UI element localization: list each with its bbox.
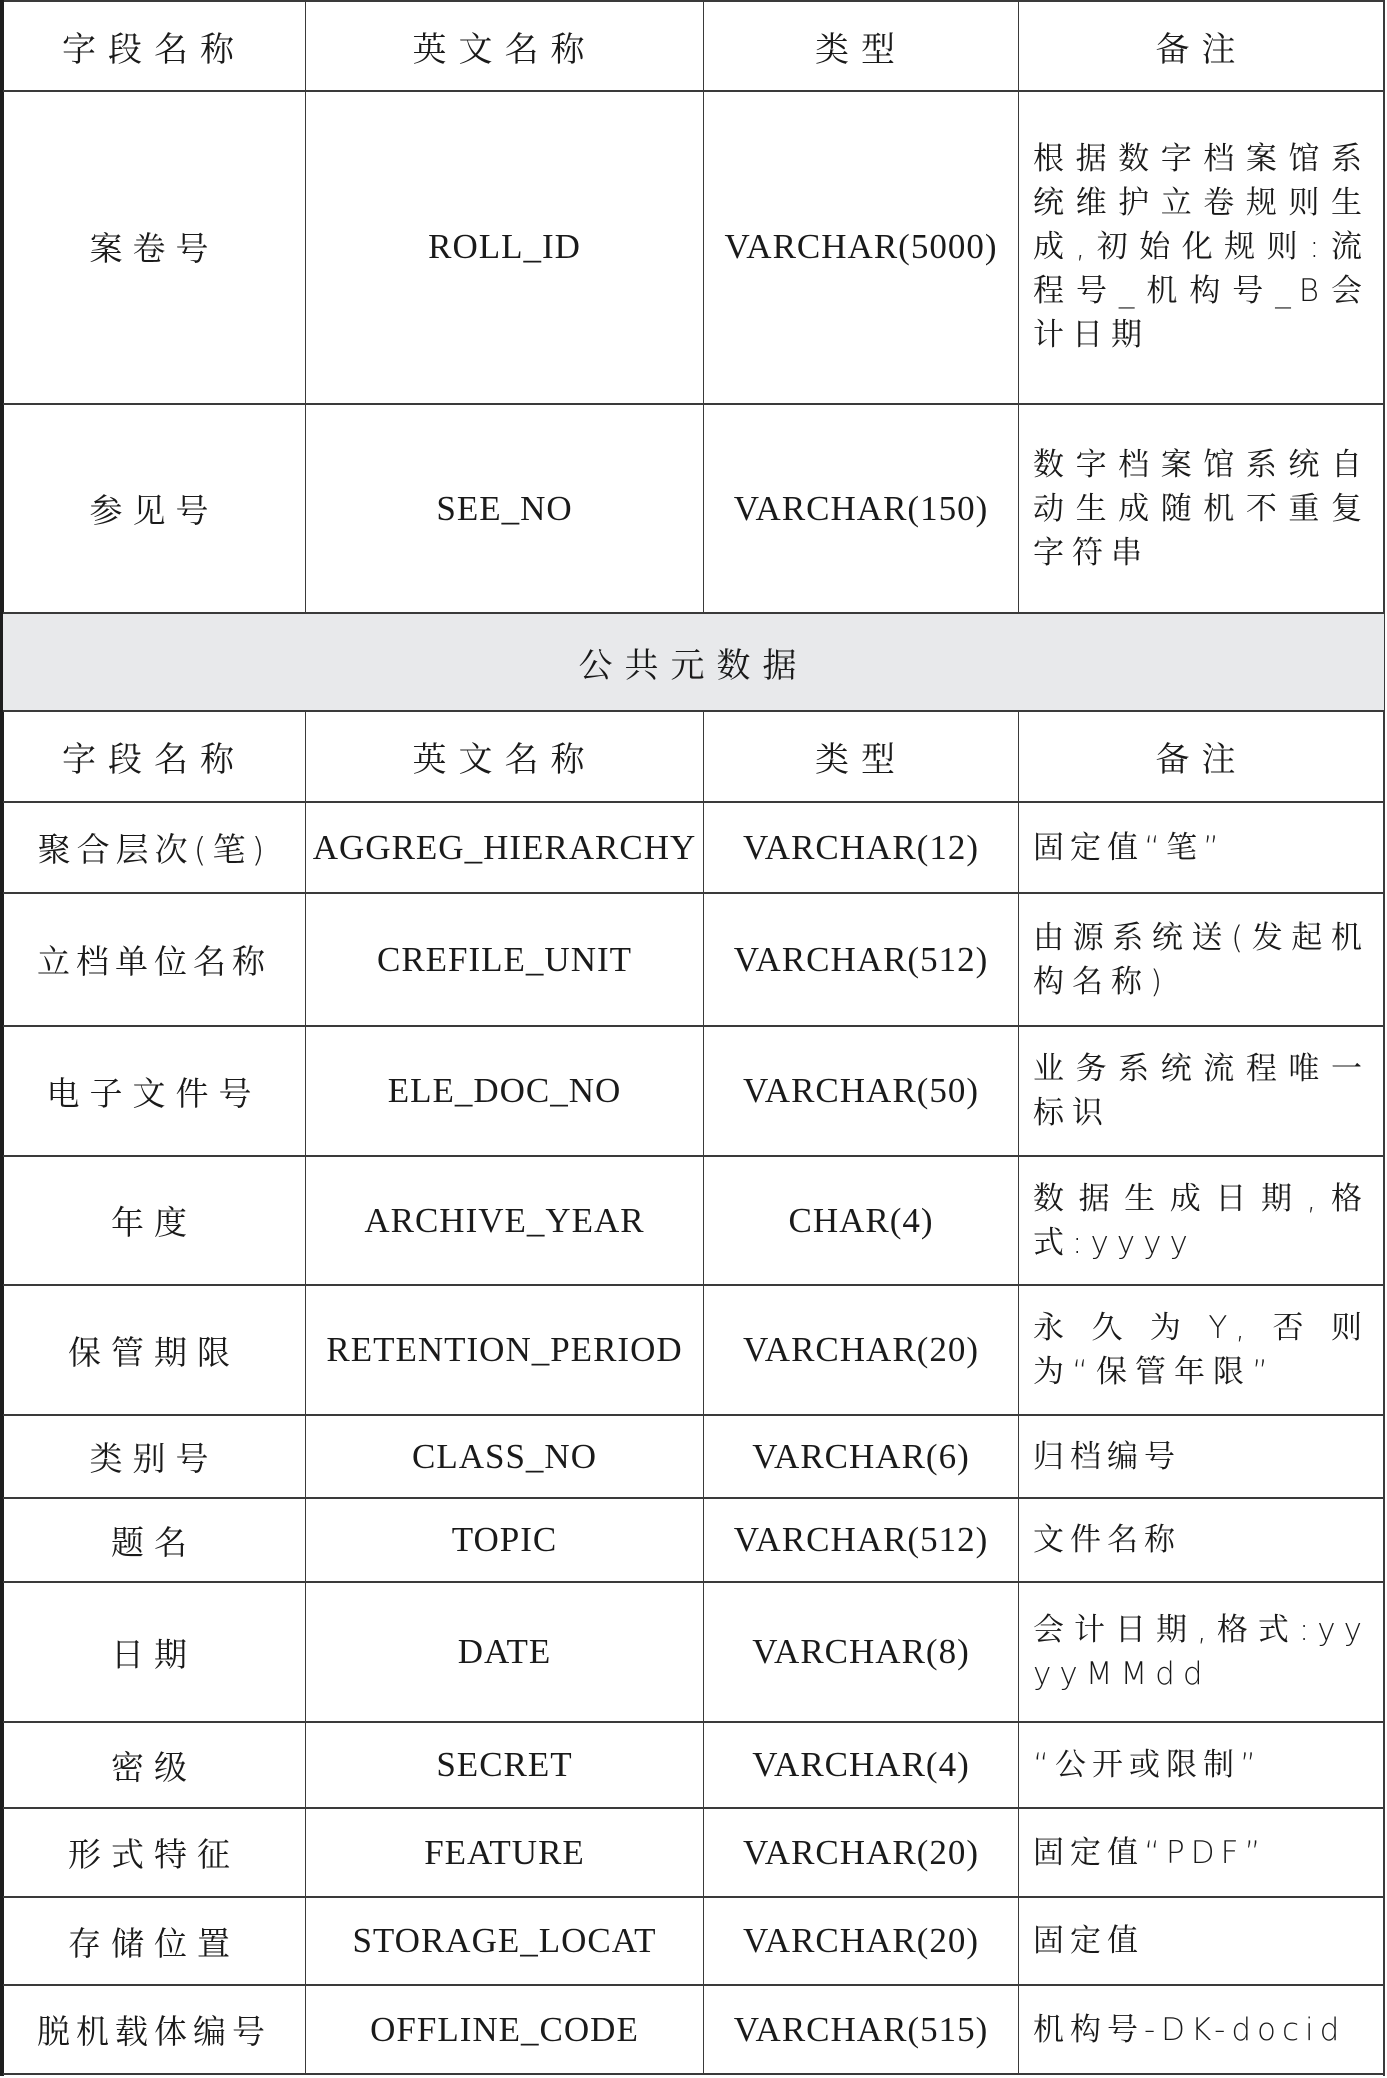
type: VARCHAR(12) [743, 827, 979, 867]
remarks: 机构号-DK-docid [1033, 2011, 1346, 2048]
remarks: 由源系统送(发起机构名称) [1033, 919, 1370, 1000]
cell-type [703, 894, 1018, 1025]
table-row [3, 1723, 1384, 1809]
table-row [3, 405, 1384, 614]
table-row [3, 1809, 1384, 1898]
remarks: 数字档案馆系统自动生成随机不重复字符串 [1033, 446, 1370, 571]
header-type: 类型 [815, 740, 907, 780]
type: VARCHAR(4) [752, 1745, 970, 1784]
header-cell-type [703, 712, 1018, 801]
table-row [3, 1416, 1384, 1499]
field-name: 存储位置 [68, 1923, 240, 1963]
cell-type [703, 405, 1018, 612]
english-name: RETENTION_PERIOD [326, 1330, 683, 1369]
field-name: 脱机载体编号 [37, 2012, 271, 2051]
english-name: ELE_DOC_NO [387, 1071, 622, 1110]
header-english-name: 英文名称 [412, 740, 597, 780]
cell-field-name [3, 803, 305, 892]
header-remarks: 备注 [1155, 740, 1248, 780]
table-row [3, 90, 1384, 405]
header-cell-type [703, 2, 1018, 90]
table-row [3, 1986, 1384, 2075]
section-header-row [3, 712, 1384, 803]
cell-english-name [305, 1157, 703, 1284]
table-row [3, 1898, 1384, 1986]
english-name: FEATURE [424, 1832, 585, 1872]
field-name: 立档单位名称 [37, 942, 271, 981]
cell-english-name [305, 1583, 703, 1721]
cell-remarks [1018, 1583, 1384, 1721]
remarks: “公开或限制” [1033, 1747, 1263, 1783]
header-field-name: 字段名称 [62, 29, 246, 70]
cell-field-name [3, 1986, 305, 2073]
header-cell-english-name [305, 712, 703, 801]
table-row [3, 1286, 1384, 1416]
english-name: CLASS_NO [412, 1436, 597, 1476]
cell-remarks [1018, 1986, 1384, 2073]
cell-remarks [1018, 1027, 1384, 1155]
type: VARCHAR(512) [733, 939, 989, 979]
cell-english-name [305, 90, 703, 403]
field-name: 题名 [111, 1522, 197, 1562]
cell-remarks [1018, 1157, 1384, 1284]
cell-english-name [305, 803, 703, 892]
field-name: 形式特征 [68, 1835, 240, 1874]
header-english-name: 英文名称 [412, 29, 597, 70]
header-cell-remarks [1018, 712, 1384, 801]
field-name: 聚合层次(笔) [37, 830, 271, 869]
english-name: TOPIC [451, 1520, 558, 1559]
table-row [3, 894, 1384, 1027]
cell-field-name [3, 1583, 305, 1721]
cell-type [703, 1416, 1018, 1497]
english-name: STORAGE_LOCAT [352, 1921, 657, 1960]
cell-field-name [3, 1286, 305, 1414]
field-name: 年度 [111, 1203, 197, 1242]
field-name: 电子文件号 [46, 1073, 262, 1113]
type: VARCHAR(512) [733, 1520, 989, 1559]
type: VARCHAR(6) [752, 1436, 970, 1476]
cell-type [703, 1583, 1018, 1721]
cell-type [703, 1809, 1018, 1896]
english-name: ROLL_ID [428, 226, 581, 266]
section-banner [3, 614, 1384, 712]
english-name: AGGREG_HIERARCHY [312, 827, 697, 867]
type: VARCHAR(20) [743, 1832, 979, 1872]
table-row [3, 1583, 1384, 1723]
cell-field-name [3, 894, 305, 1025]
cell-remarks [1018, 1286, 1384, 1414]
cell-remarks [1018, 1723, 1384, 1807]
type: CHAR(4) [788, 1200, 934, 1240]
cell-type [703, 1157, 1018, 1284]
cell-remarks [1018, 1416, 1384, 1497]
english-name: SECRET [436, 1745, 573, 1784]
cell-english-name [305, 1723, 703, 1807]
table-row [3, 1157, 1384, 1286]
type: VARCHAR(8) [752, 1632, 970, 1671]
cell-english-name [305, 894, 703, 1025]
header-remarks: 备注 [1155, 29, 1248, 70]
type: VARCHAR(20) [743, 1330, 979, 1369]
remarks: 永久为Y,否则为“保管年限” [1033, 1310, 1370, 1390]
cell-field-name [3, 1898, 305, 1984]
cell-remarks [1018, 803, 1384, 892]
header-cell-field-name [3, 2, 305, 90]
remarks: 根据数字档案馆系统维护立卷规则生成,初始化规则:流程号_机构号_B会计日期 [1033, 140, 1370, 353]
remarks: 固定值“PDF” [1033, 1834, 1267, 1871]
cell-remarks [1018, 90, 1384, 403]
cell-field-name [3, 90, 305, 403]
type: VARCHAR(50) [743, 1071, 979, 1110]
english-name: DATE [457, 1632, 552, 1671]
field-name: 保管期限 [68, 1332, 240, 1372]
cell-field-name [3, 1157, 305, 1284]
cell-type [703, 1723, 1018, 1807]
cell-english-name [305, 1499, 703, 1581]
field-name: 日期 [111, 1634, 197, 1674]
type: VARCHAR(5000) [724, 226, 998, 266]
english-name: CREFILE_UNIT [376, 939, 633, 979]
cell-english-name [305, 1809, 703, 1896]
english-name: SEE_NO [436, 488, 573, 528]
cell-field-name [3, 1416, 305, 1497]
cell-type [703, 1286, 1018, 1414]
cell-english-name [305, 1986, 703, 2073]
cell-english-name [305, 1286, 703, 1414]
cell-type [703, 1898, 1018, 1984]
table-row [3, 803, 1384, 894]
english-name: OFFLINE_CODE [370, 2009, 639, 2049]
remarks: 文件名称 [1033, 1522, 1181, 1558]
remarks: 数据生成日期,格式:yyyy [1033, 1180, 1370, 1261]
cell-type [703, 803, 1018, 892]
section-title: 公共元数据 [578, 645, 809, 686]
cell-remarks [1018, 405, 1384, 612]
cell-remarks [1018, 1898, 1384, 1984]
remarks: 固定值 [1033, 1923, 1144, 1959]
cell-type [703, 90, 1018, 403]
cell-field-name [3, 1499, 305, 1581]
header-cell-field-name [3, 712, 305, 801]
table-header-row [3, 2, 1384, 92]
cell-english-name [305, 405, 703, 612]
remarks: 归档编号 [1033, 1438, 1181, 1475]
header-type: 类型 [815, 29, 907, 70]
field-name: 密级 [111, 1747, 197, 1787]
header-field-name: 字段名称 [62, 740, 246, 780]
cell-field-name [3, 1723, 305, 1807]
type: VARCHAR(20) [743, 1921, 979, 1960]
field-name: 案卷号 [89, 229, 219, 268]
type: VARCHAR(150) [733, 488, 989, 528]
cell-type [703, 1499, 1018, 1581]
cell-remarks [1018, 1499, 1384, 1581]
header-cell-english-name [305, 2, 703, 90]
remarks: 会计日期,格式:yyyyMMdd [1033, 1612, 1370, 1692]
cell-field-name [3, 1027, 305, 1155]
cell-english-name [305, 1898, 703, 1984]
cell-remarks [1018, 1809, 1384, 1896]
english-name: ARCHIVE_YEAR [364, 1200, 645, 1240]
cell-field-name [3, 1809, 305, 1896]
cell-field-name [3, 405, 305, 612]
cell-type [703, 1027, 1018, 1155]
type: VARCHAR(515) [733, 2009, 989, 2049]
table-row [3, 1027, 1384, 1157]
remarks: 固定值“笔” [1033, 829, 1226, 866]
remarks: 业务系统流程唯一标识 [1033, 1051, 1370, 1131]
cell-english-name [305, 1416, 703, 1497]
table-row [3, 1499, 1384, 1583]
header-cell-remarks [1018, 2, 1384, 90]
cell-english-name [305, 1027, 703, 1155]
field-name: 类别号 [89, 1439, 219, 1478]
cell-type [703, 1986, 1018, 2073]
field-name: 参见号 [89, 491, 219, 530]
section-banner-cell [3, 614, 1384, 710]
cell-remarks [1018, 894, 1384, 1025]
